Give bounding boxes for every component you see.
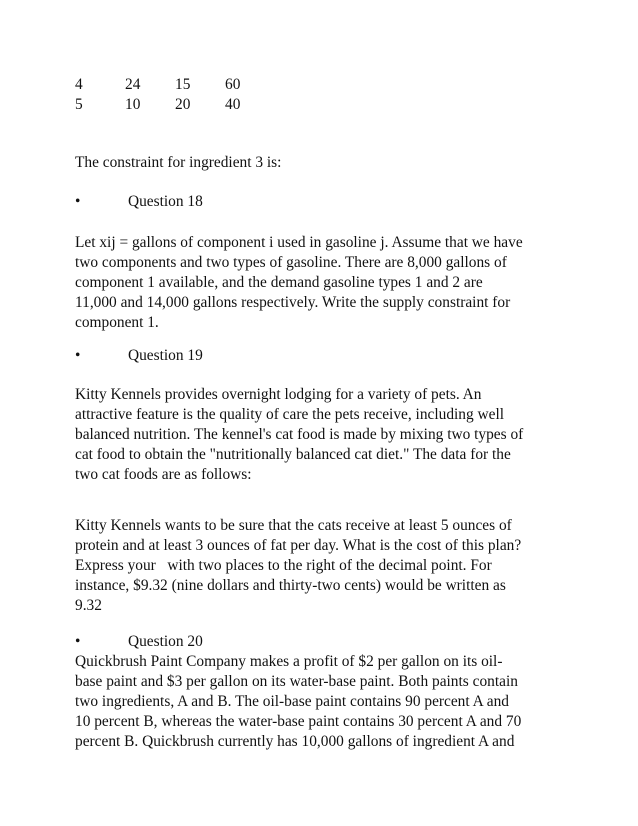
bullet: •: [75, 193, 81, 210]
question-20-text: Quickbrush Paint Company makes a profit of $2 per gallon on its oil- base paint and $3 per gallon on its water-base paint. Both paints contain two ingredients, A and B. The oil-base paint contains 90 percent A and 10 percent B, whereas the water-base paint contains 30 percent A and 70 percent B. Quickbrush currently has 10,000 gallons of ingredient A and: [75, 653, 522, 750]
question-19-intro: Kitty Kennels provides overnight lodging for a variety of pets. An attractive feature is the quality of care the pets receive, including well balanced nutrition. The kennel's cat food is made by mixing two types of cat food to obtain the "nutritionally balanced cat diet." The data for the two cat foods are as follows:: [75, 386, 524, 483]
table-cell: 4: [75, 76, 83, 93]
bullet: •: [75, 633, 81, 650]
table-cell: 24: [125, 76, 141, 93]
table-cell: 40: [225, 96, 241, 113]
table-row: [75, 95, 375, 115]
bullet: •: [75, 347, 81, 364]
question-label: Question 20: [128, 633, 203, 650]
question-label: Question 19: [128, 347, 203, 364]
table-cell: 60: [225, 76, 241, 93]
question-18-heading: [75, 192, 375, 212]
question-19-heading: [75, 346, 375, 366]
table-cell: 15: [175, 76, 191, 93]
question-19-question: Kitty Kennels wants to be sure that the cats receive at least 5 ounces of protein and at least 3 ounces of fat per day. What is the cost of this plan? Express your with two places to the right of the decimal point. For instance, $9.32 (nine dollars and thirty-two cents) would be written as 9.32: [75, 517, 522, 614]
question-18-text: Let xij = gallons of component i used in gasoline j. Assume that we have two components and two types of gasoline. There are 8,000 gallons of component 1 available, and the demand gasoline types 1 and 2 are 11,000 and 14,000 gallons respectively. Write the supply constraint for component 1.: [75, 234, 523, 331]
question-label: Question 18: [128, 193, 203, 210]
table-cell: 10: [125, 96, 141, 113]
constraint-prompt: The constraint for ingredient 3 is:: [75, 154, 282, 171]
table-row: [75, 75, 375, 95]
table-cell: 5: [75, 96, 83, 113]
table-cell: 20: [175, 96, 191, 113]
question-20-heading: [75, 632, 375, 652]
